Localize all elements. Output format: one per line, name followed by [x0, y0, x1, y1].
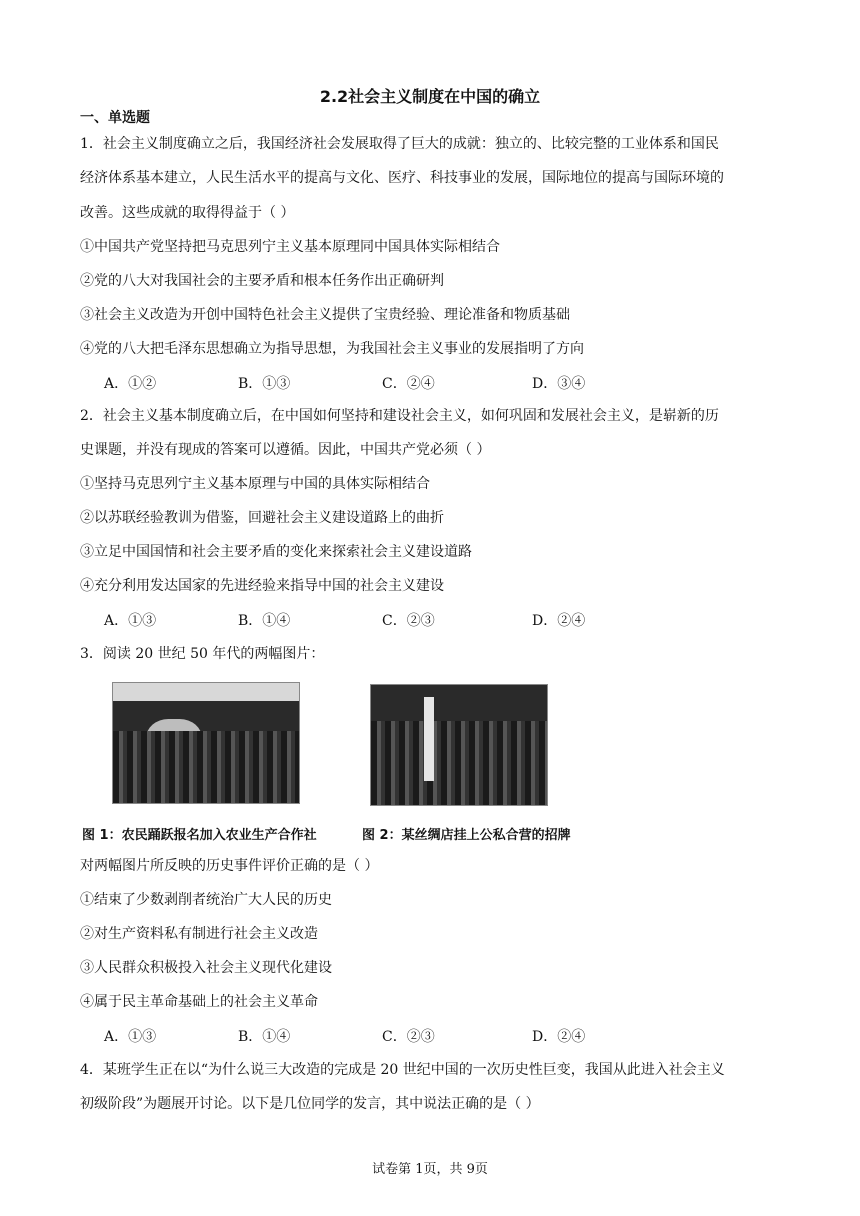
q1-statement-3: ③社会主义改造为开创中国特色社会主义提供了宝贵经验、理论准备和物质基础 [80, 307, 570, 323]
q1-stem-line3: 改善。这些成就的取得得益于（ ） [80, 205, 295, 221]
q3-statement-2: ②对生产资料私有制进行社会主义改造 [80, 926, 318, 942]
q1-option-a[interactable]: A．①② [104, 376, 157, 392]
q2-option-b[interactable]: B．①④ [238, 613, 291, 629]
q3-options [104, 1026, 704, 1046]
q3-statement-4: ④属于民主革命基础上的社会主义革命 [80, 994, 318, 1010]
q2-option-d[interactable]: D．②④ [532, 613, 586, 629]
q1-option-c[interactable]: C．②④ [382, 376, 435, 392]
q1-stem-line2: 经济体系基本建立，人民生活水平的提高与文化、医疗、科技事业的发展，国际地位的提高与国际环境的 [80, 170, 724, 186]
q3-option-c[interactable]: C．②③ [382, 1029, 435, 1045]
q4-stem-line2: 初级阶段”为题展开讨论。以下是几位同学的发言，其中说法正确的是（ ） [80, 1096, 540, 1112]
photo-silk-shop-sign [370, 684, 548, 806]
q1-options [104, 373, 704, 393]
q1-option-d[interactable]: D．③④ [532, 376, 586, 392]
section-heading: 一、单选题 [80, 110, 150, 126]
page-footer: 试卷第 1页，共 9页 [372, 1162, 488, 1177]
q1-statement-2: ②党的八大对我国社会的主要矛盾和根本任务作出正确研判 [80, 273, 444, 289]
q2-option-a[interactable]: A．①③ [104, 613, 157, 629]
q2-statement-2: ②以苏联经验教训为借鉴，回避社会主义建设道路上的曲折 [80, 510, 444, 526]
page-title: 2.2社会主义制度在中国的确立 [319, 87, 541, 106]
q2-statement-1: ①坚持马克思列宁主义基本原理与中国的具体实际相结合 [80, 476, 430, 492]
q1-statement-4: ④党的八大把毛泽东思想确立为指导思想，为我国社会主义事业的发展指明了方向 [80, 341, 584, 357]
q2-options [104, 610, 704, 630]
q2-statement-3: ③立足中国国情和社会主要矛盾的变化来探索社会主义建设道路 [80, 544, 472, 560]
q3-question: 对两幅图片所反映的历史事件评价正确的是（ ） [80, 858, 379, 874]
figure-2-caption: 图 2：某丝绸店挂上公私合营的招牌 [362, 828, 571, 843]
q2-stem-line1: 2．社会主义基本制度确立后，在中国如何坚持和建设社会主义，如何巩固和发展社会主义，是崭新的历 [80, 408, 719, 424]
photo-farmers-cooperative [112, 682, 300, 804]
q2-option-c[interactable]: C．②③ [382, 613, 435, 629]
q2-statement-4: ④充分利用发达国家的先进经验来指导中国的社会主义建设 [80, 578, 444, 594]
figure-1-caption: 图 1：农民踊跃报名加入农业生产合作社 [82, 828, 317, 843]
q1-option-b[interactable]: B．①③ [238, 376, 291, 392]
q3-option-b[interactable]: B．①④ [238, 1029, 291, 1045]
q3-statement-3: ③人民群众积极投入社会主义现代化建设 [80, 960, 332, 976]
q1-statement-1: ①中国共产党坚持把马克思列宁主义基本原理同中国具体实际相结合 [80, 239, 500, 255]
q4-stem-line1: 4．某班学生正在以“为什么说三大改造的完成是 20 世纪中国的一次历史性巨变，我国从此进入社会主义 [80, 1062, 725, 1078]
q3-statement-1: ①结束了少数剥削者统治广大人民的历史 [80, 892, 332, 908]
q3-option-d[interactable]: D．②④ [532, 1029, 586, 1045]
q1-stem-line1: 1．社会主义制度确立之后，我国经济社会发展取得了巨大的成就：独立的、比较完整的工业体系和国民 [80, 136, 719, 152]
q3-option-a[interactable]: A．①③ [104, 1029, 157, 1045]
q2-stem-line2: 史课题，并没有现成的答案可以遵循。因此，中国共产党必须（ ） [80, 442, 491, 458]
q3-stem: 3．阅读 20 世纪 50 年代的两幅图片： [80, 646, 325, 662]
